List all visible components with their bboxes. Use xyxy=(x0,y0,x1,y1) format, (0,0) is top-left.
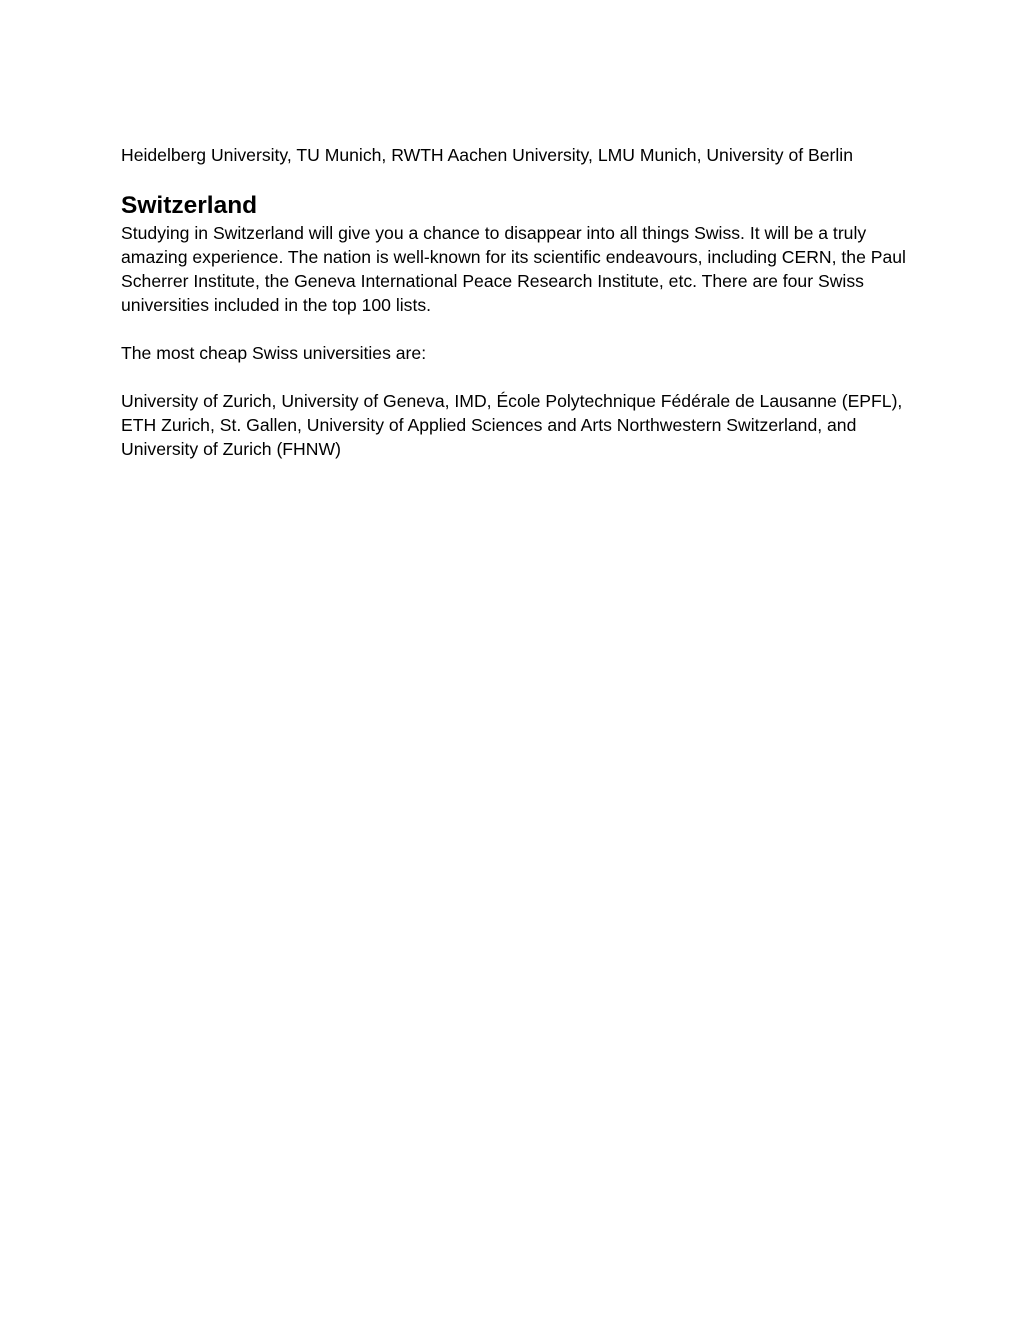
spacer xyxy=(121,167,911,191)
german-universities-list: Heidelberg University, TU Munich, RWTH Aachen University, LMU Munich, University of Berlin xyxy=(121,145,854,165)
spacer xyxy=(121,317,911,341)
cheap-universities-intro: The most cheap Swiss universities are: xyxy=(121,343,427,363)
spacer xyxy=(121,365,911,389)
swiss-universities-list: University of Zurich, University of Geneva, IMD, École Polytechnique Fédérale de Lausanne (EPFL), ETH Zurich, St. Gallen, University of Applied Sciences and Arts Northwestern Switzerland, and University of Zurich (FHNW) xyxy=(121,391,903,459)
switzerland-description: Studying in Switzerland will give you a chance to disappear into all things Swiss. It will be a truly amazing experience. The nation is well-known for its scientific endeavours, including CERN, the Paul Scherrer Institute, the Geneva International Peace Research Institute, etc. There are four Swiss universities included in the top 100 lists. xyxy=(121,223,906,315)
section-heading-switzerland: Switzerland xyxy=(121,192,258,219)
document-body xyxy=(121,143,911,461)
